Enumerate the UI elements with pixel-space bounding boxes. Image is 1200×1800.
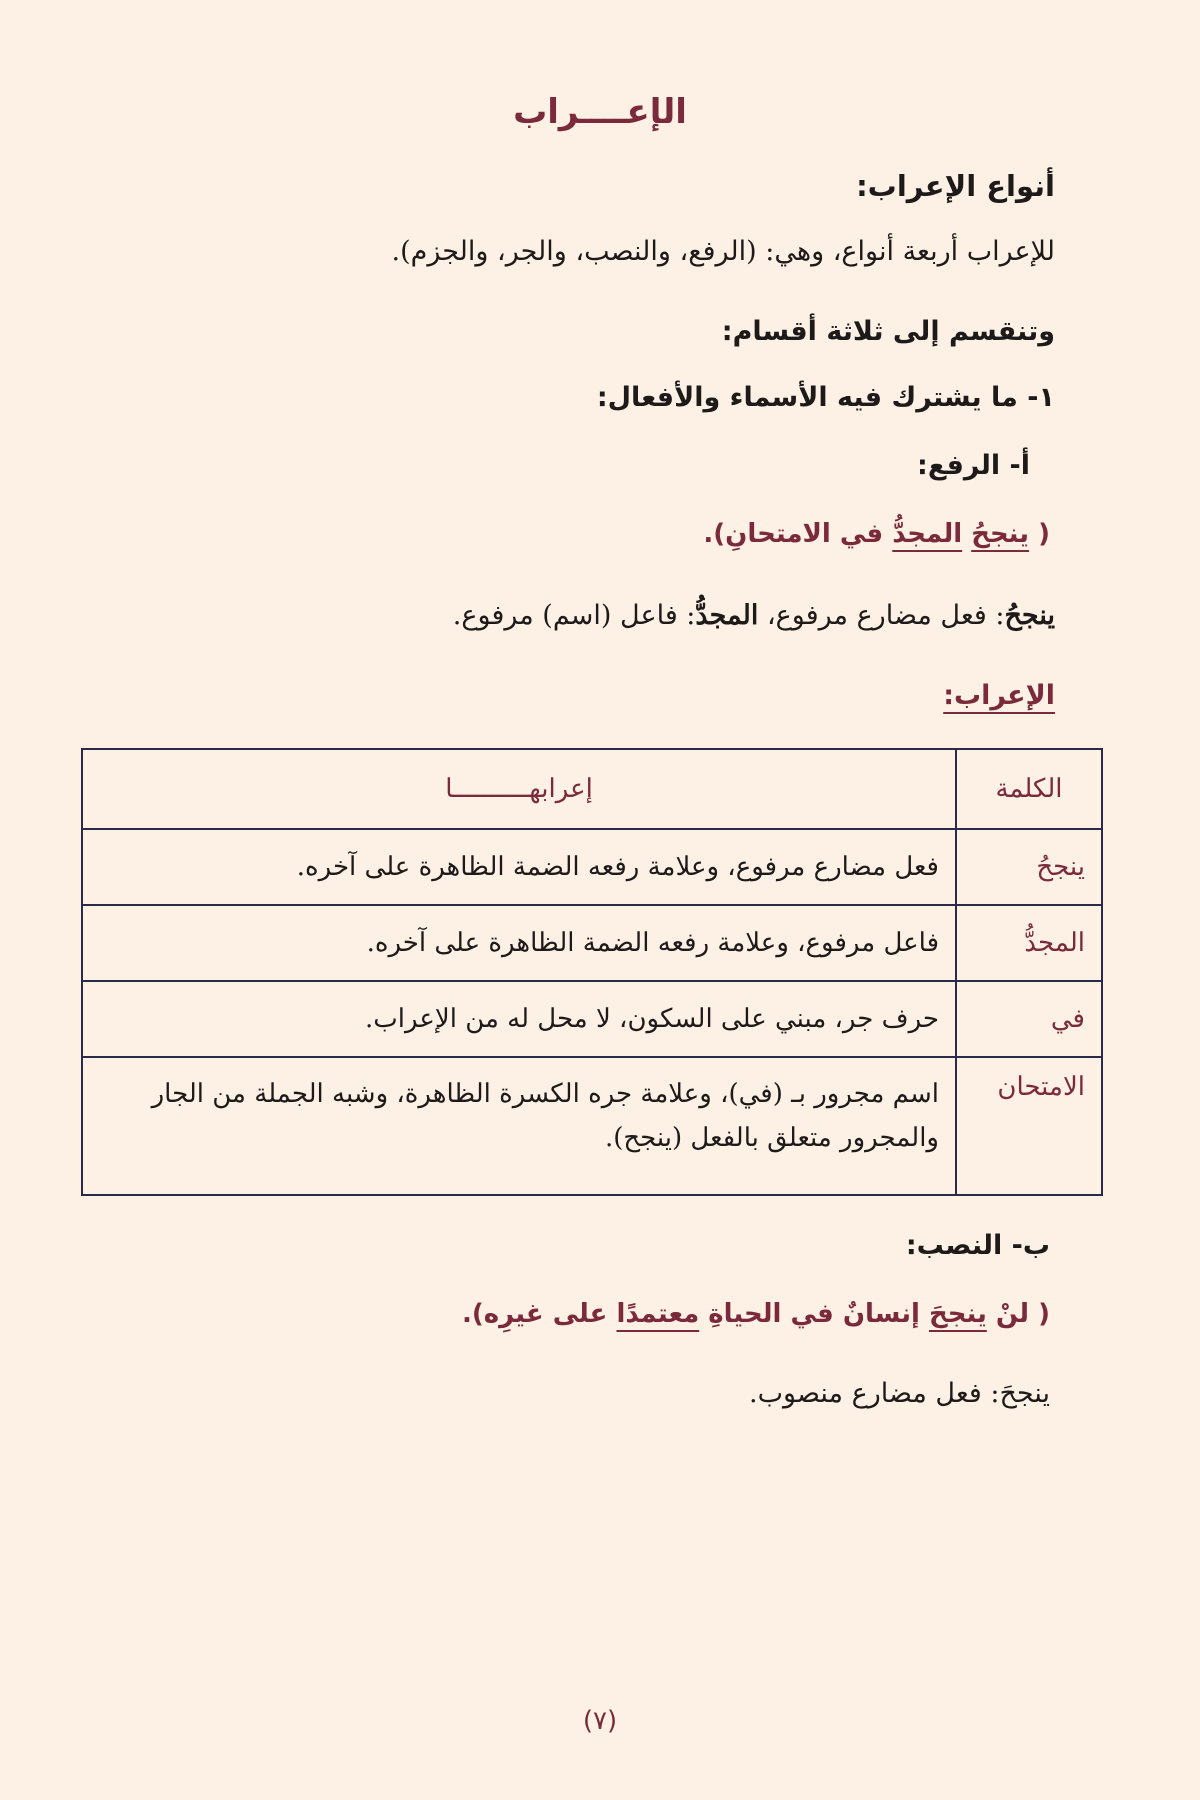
explanation-text-2: : فاعل (اسم) مرفوع. [452,600,696,631]
explanation-text-1: : فعل مضارع مرفوع، [758,600,1005,631]
table-row [82,1057,1102,1195]
explanation-subject: المجدُّ [695,600,759,631]
header-irab: إعرابهــــــــــا [82,749,956,829]
raf-label: أ- الرفع: [917,450,1030,481]
row-irab: فاعل مرفوع، وعلامة رفعه الضمة الظاهرة على آخره. [82,905,956,981]
intro-text: للإعراب أربعة أنواع، وهي: (الرفع، والنصب، والجر، والجزم). [391,236,1055,267]
row-word: ينجحُ [956,829,1102,905]
nasb-example-sentence [462,1298,1050,1332]
page-number: (٧) [582,1706,618,1736]
row-irab: حرف جر، مبني على السكون، لا محل له من الإعراب. [82,981,956,1057]
table-header-row [82,749,1102,829]
header-word: الكلمة [956,749,1102,829]
row-word: المجدُّ [956,905,1102,981]
row-word: الامتحان [956,1057,1102,1195]
row-irab: اسم مجرور بـ (في)، وعلامة جره الكسرة الظاهرة، وشبه الجملة من الجار والمجرور متعلق بالفعل (ينجح). [82,1057,956,1195]
explanation-verb: ينجحُ [1004,600,1055,631]
example-part-2: إنسانٌ في الحياةِ [699,1299,929,1329]
section-heading: أنواع الإعراب: [856,169,1055,203]
nasb-label: ب- النصب: [905,1230,1050,1261]
row-irab: فعل مضارع مرفوع، وعلامة رفعه الضمة الظاهرة على آخره. [82,829,956,905]
part1-heading: ١- ما يشترك فيه الأسماء والأفعال: [596,382,1055,413]
raf-explanation [453,598,1055,633]
example-part-3: على غيرِه). [462,1299,617,1329]
irab-table [81,748,1103,1196]
space [962,519,971,549]
example-verb-underlined: ينجحَ [928,1299,987,1329]
irab-label: الإعراب: [943,680,1055,711]
table-row [82,829,1102,905]
row-word: في [956,981,1102,1057]
example-hal-underlined: معتمدًا [616,1299,700,1329]
divided-text: وتنقسم إلى ثلاثة أقسام: [721,316,1055,347]
example-subject-underlined: المجدُّ [892,519,963,549]
raf-example-sentence [703,518,1050,552]
table-row [82,981,1102,1057]
example-verb-underlined: ينجحُ [971,519,1030,549]
page-title: الإعــــراب [513,92,687,132]
paren-open: ( [1029,519,1050,549]
table-row [82,905,1102,981]
nasb-explanation: ينجحَ: فعل مضارع منصوب. [749,1378,1050,1409]
example-part-1: ( لنْ [986,1299,1050,1329]
example-rest: في الامتحانِ). [703,519,893,549]
